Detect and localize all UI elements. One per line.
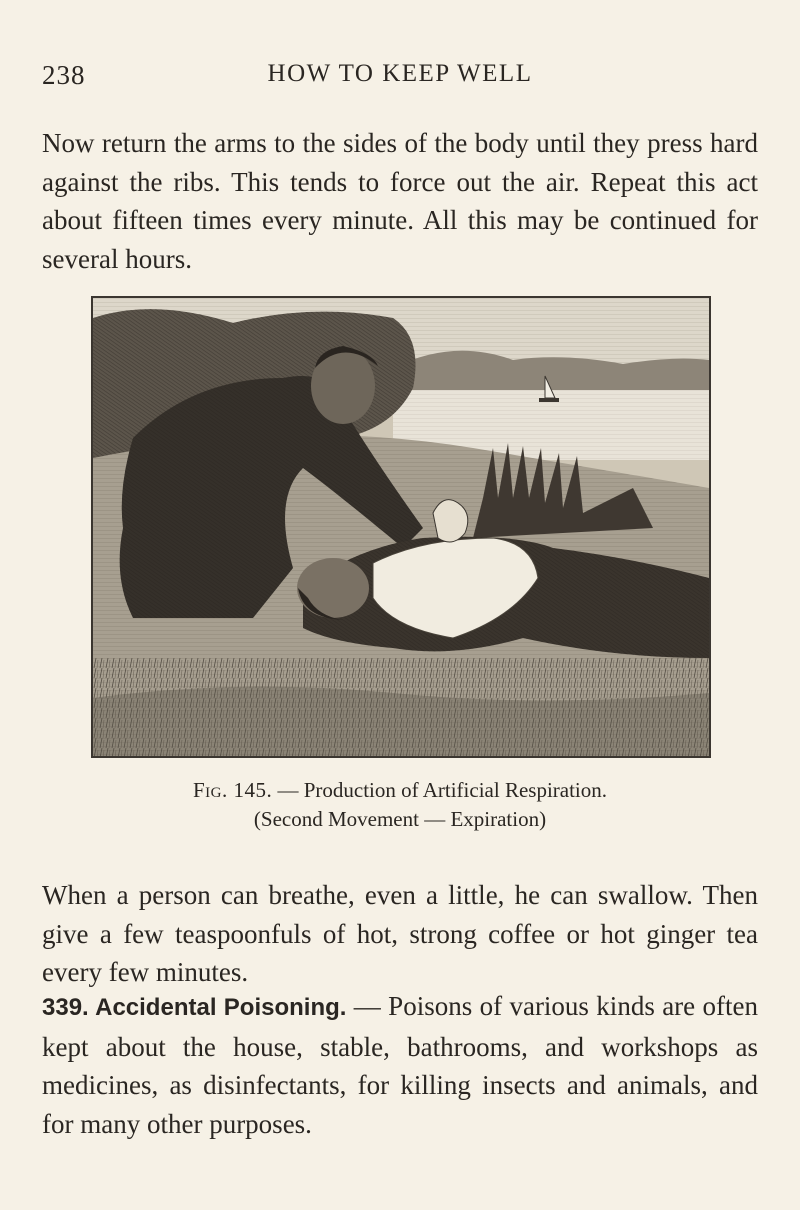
running-head: HOW TO KEEP WELL — [267, 60, 533, 87]
lying-man-head — [297, 558, 369, 618]
page-number: 238 — [42, 60, 86, 90]
paragraph-respiration-instructions: Now return the arms to the sides of the body until they press hard against the ribs. This tends to force out the air. Repeat this act about fifteen times every minute. All this may be continued for several hours. — [42, 128, 758, 274]
caption-title: — Production of Artificial Respiration. — [272, 778, 608, 802]
paragraph-accidental-poisoning — [42, 987, 758, 1143]
page-header — [0, 60, 800, 100]
figure-caption — [0, 776, 800, 834]
section-text: — Poisons of various kinds are often kept about the house, stable, bathrooms, and workshops as medicines, as disinfectants, for killing insects and animals, and for many other purposes. — [42, 991, 759, 1139]
section-heading: 339. Accidental Poisoning. — [42, 994, 347, 1021]
caption-line-2: (Second Movement — Expiration) — [253, 807, 547, 831]
figure-label: Fig. 145. — [192, 778, 273, 802]
caption-line-1 — [0, 776, 800, 805]
figure-artificial-respiration — [91, 296, 711, 758]
engraving-illustration — [93, 298, 709, 756]
paragraph-swallow: When a person can breathe, even a little, he can swallow. Then give a few teaspoonfuls of hot, strong coffee or hot ginger tea every few minutes. — [42, 880, 758, 987]
